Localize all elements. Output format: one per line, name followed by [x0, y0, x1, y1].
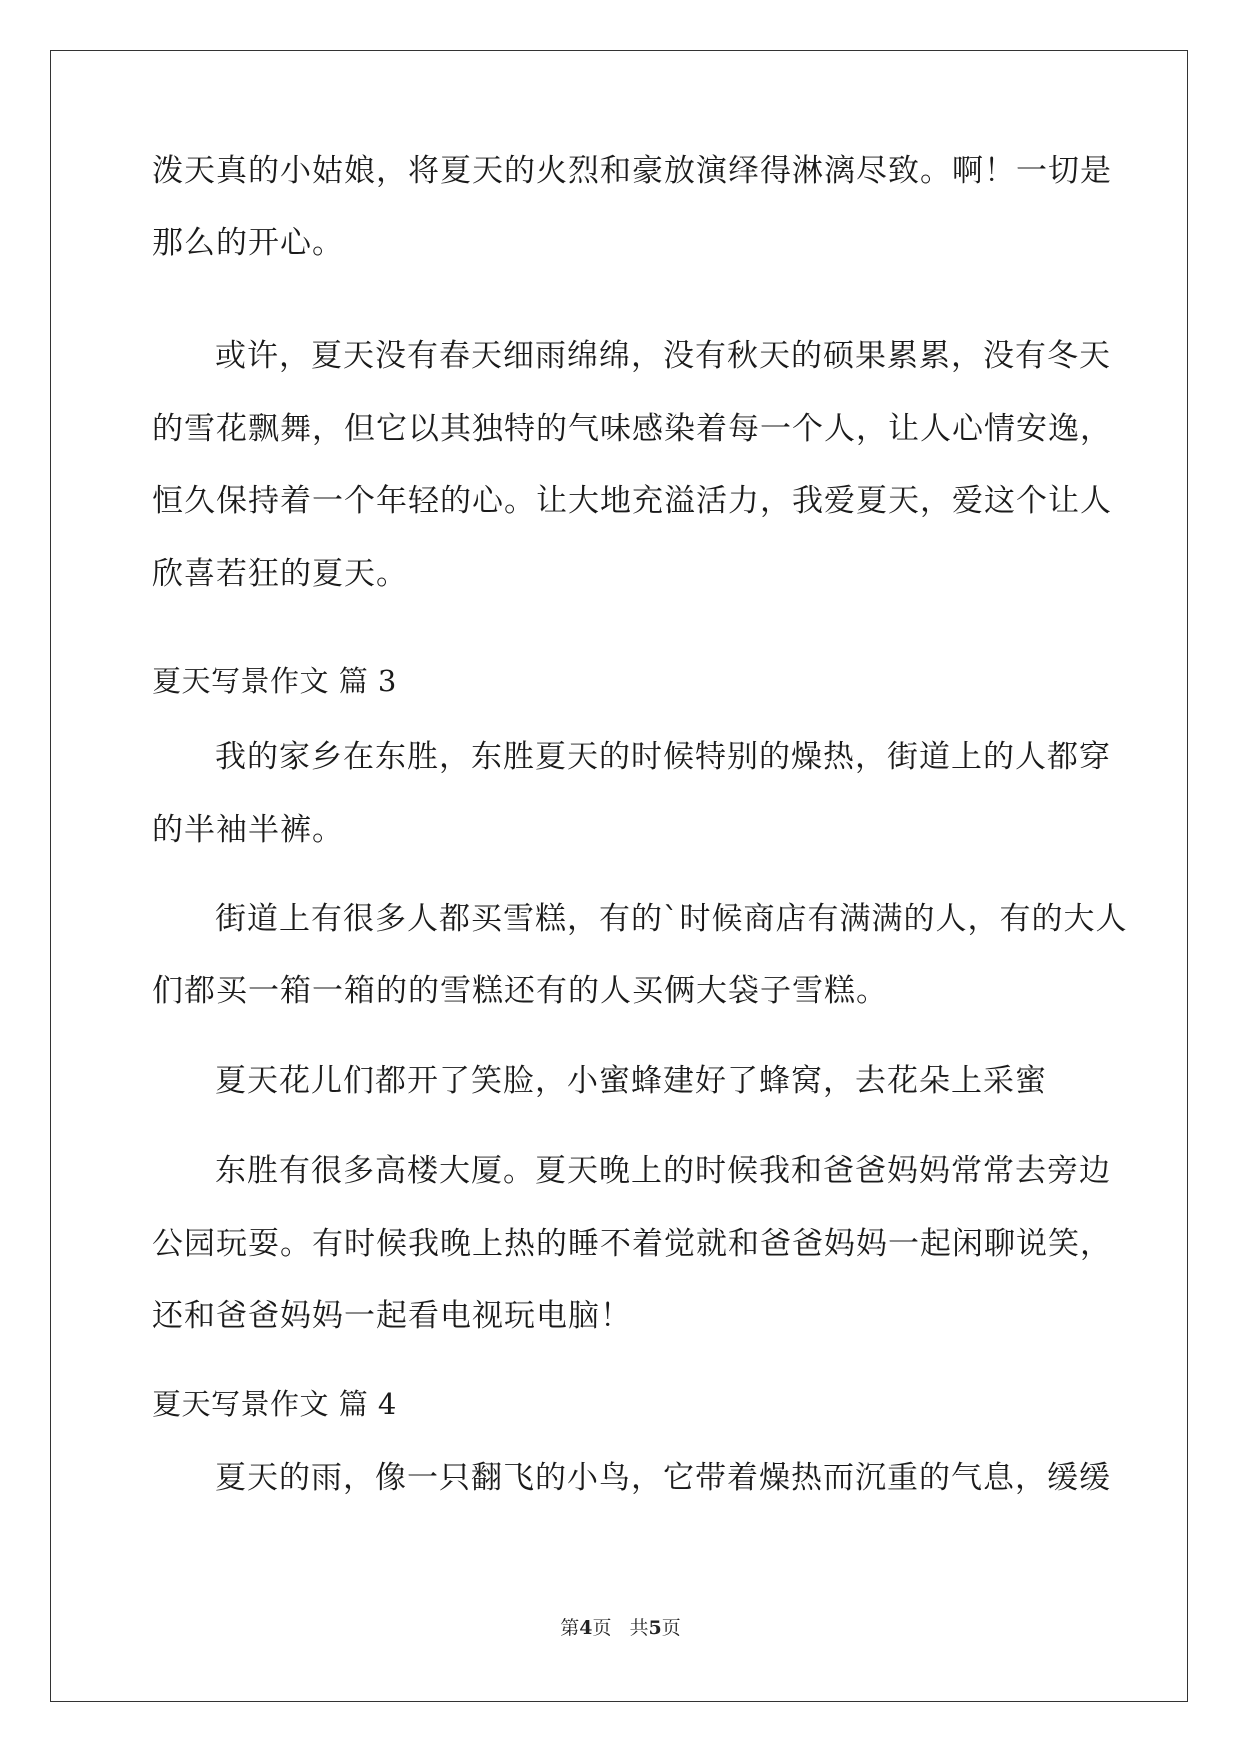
- total-pages: 5: [648, 1617, 662, 1639]
- text-line: 的雪花飘舞，但它以其独特的气味感染着每一个人，让人心情安逸，: [152, 411, 1112, 447]
- text-line: 的半袖半裤。: [152, 812, 344, 848]
- text-line: 欣喜若狂的夏天。: [152, 556, 408, 592]
- paragraph-start: 或许，夏天没有春天细雨绵绵，没有秋天的硕果累累，没有冬天: [215, 338, 1111, 374]
- total-suffix: 页: [661, 1617, 681, 1639]
- text-line: 公园玩耍。有时候我晚上热的睡不着觉就和爸爸妈妈一起闲聊说笑，: [152, 1226, 1112, 1262]
- section-heading: 夏天写景作文 篇 3: [152, 664, 397, 698]
- page-border: [50, 50, 1188, 1702]
- paragraph-start: 我的家乡在东胜，东胜夏天的时候特别的燥热，街道上的人都穿: [215, 739, 1111, 775]
- text-line: 还和爸爸妈妈一起看电视玩电脑！: [152, 1298, 632, 1334]
- page-suffix: 页: [592, 1617, 612, 1639]
- text-line: 那么的开心。: [152, 225, 344, 261]
- paragraph-start: 街道上有很多人都买雪糕，有的`时候商店有满满的人，有的大人: [215, 901, 1128, 937]
- text-line: 恒久保持着一个年轻的心。让大地充溢活力，我爱夏天，爱这个让人: [152, 483, 1112, 519]
- text-line: 泼天真的小姑娘，将夏天的火烈和豪放演绎得淋漓尽致。啊！一切是: [152, 153, 1112, 189]
- page-prefix: 第: [560, 1617, 580, 1639]
- paragraph-start: 夏天花儿们都开了笑脸，小蜜蜂建好了蜂窝，去花朵上采蜜: [215, 1063, 1047, 1099]
- text-line: 们都买一箱一箱的的雪糕还有的人买俩大袋子雪糕。: [152, 973, 888, 1009]
- paragraph-start: 夏天的雨，像一只翻飞的小鸟，它带着燥热而沉重的气息，缓缓: [215, 1460, 1111, 1496]
- paragraph-start: 东胜有很多高楼大厦。夏天晚上的时候我和爸爸妈妈常常去旁边: [215, 1153, 1111, 1189]
- section-heading: 夏天写景作文 篇 4: [152, 1387, 397, 1421]
- page-number: 4: [579, 1617, 593, 1639]
- page-footer: [0, 1616, 1241, 1640]
- total-prefix: 共: [629, 1617, 649, 1639]
